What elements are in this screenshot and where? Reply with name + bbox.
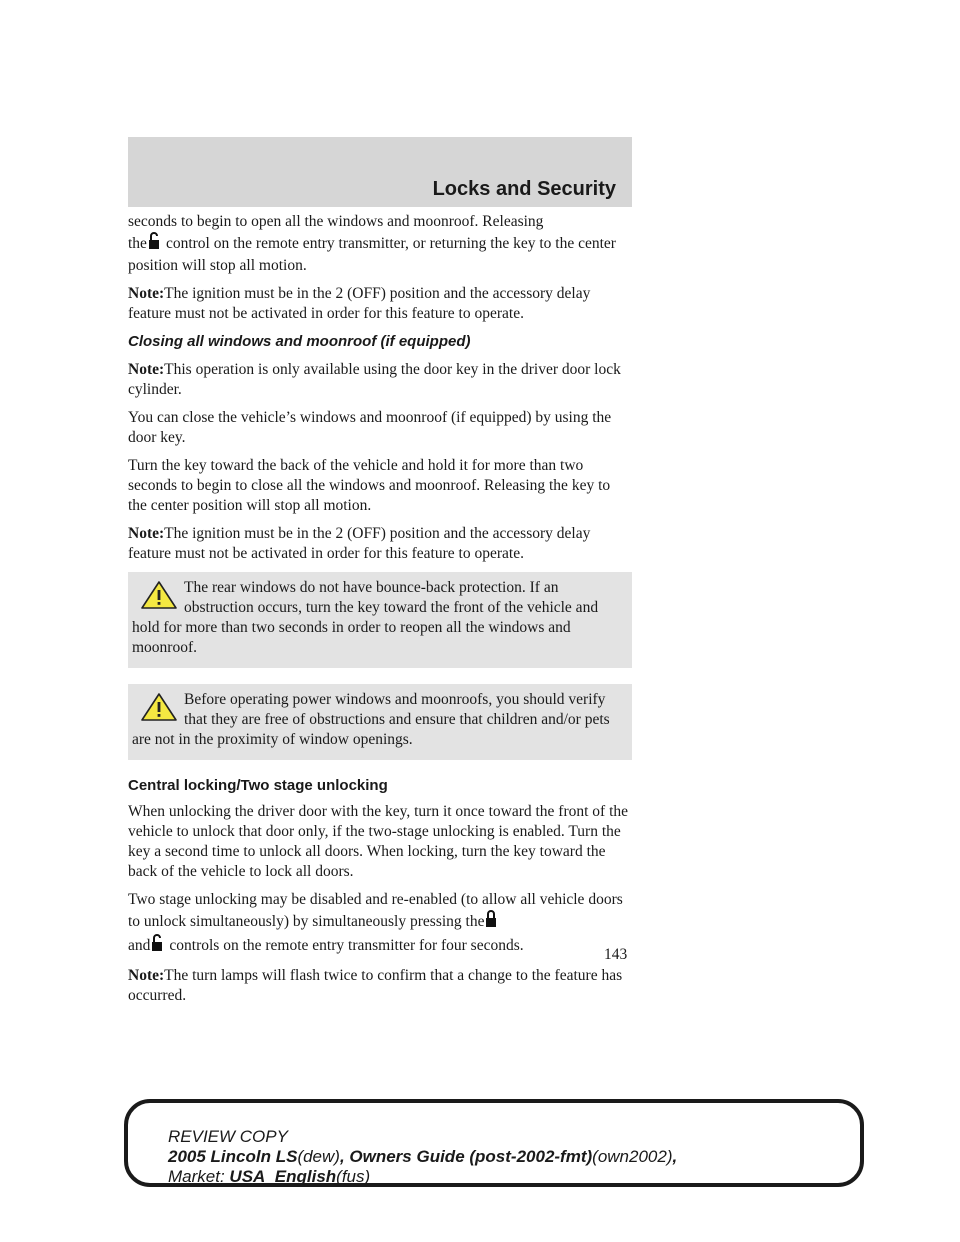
heading-central-locking: Central locking/Two stage unlocking bbox=[128, 777, 388, 794]
unlock-icon bbox=[151, 934, 163, 958]
review-copy-footer bbox=[124, 1099, 864, 1187]
paragraph-1: seconds to begin to open all the windows and moonroof. Releasing the control on the remote entry transmitter, or returning the key to the center position will stop all motion. bbox=[128, 213, 616, 274]
warning-text-1: The rear windows do not have bounce-back protection. If an obstruction occurs, turn the key toward the front of the vehicle and hold for more than two seconds in order to reopen all the windows and moonroof. bbox=[132, 579, 599, 656]
paragraph-4: When unlocking the driver door with the key, turn it once toward the front of the vehicle to unlock that door only, if the two-stage unlocking is enabled. Turn the key a second time to unlock all doors. When locking, turn the key toward the back of the vehicle to lock all doors. bbox=[128, 803, 629, 880]
lock-icon bbox=[485, 910, 497, 934]
heading-closing-windows: Closing all windows and moonroof (if equipped) bbox=[128, 333, 471, 350]
warning-triangle-icon bbox=[140, 692, 178, 722]
footer-vehicle-line: 2005 Lincoln LS(dew), Owners Guide (post-2002-fmt)(own2002), bbox=[168, 1147, 678, 1166]
note-2: Note:This operation is only available using the door key in the driver door lock cylinder. bbox=[128, 361, 621, 398]
paragraph-5: Two stage unlocking may be disabled and re-enabled (to allow all vehicle doors to unlock simultaneously) by simultaneously pressing the and controls on the remote entry transmitter for four seconds. bbox=[128, 890, 632, 958]
unlock-icon bbox=[148, 232, 160, 256]
section-header-bar bbox=[128, 137, 632, 207]
note-4: Note:The turn lamps will flash twice to confirm that a change to the feature has occurred. bbox=[128, 967, 623, 1004]
warning-text-2: Before operating power windows and moonroofs, you should verify that they are free of obstructions and ensure that children and/or pets are not in the proximity of window openings. bbox=[132, 691, 610, 748]
footer-market-line: Market: USA_English(fus) bbox=[168, 1167, 371, 1186]
page-content bbox=[128, 212, 632, 1014]
page-number: 143 bbox=[604, 946, 628, 963]
paragraph-2: You can close the vehicle’s windows and moonroof (if equipped) by using the door key. bbox=[128, 409, 612, 446]
warning-triangle-icon bbox=[140, 580, 178, 610]
paragraph-3: Turn the key toward the back of the vehicle and hold it for more than two seconds to begin to close all the windows and moonroof. Releasing the key to the center position will stop all motion. bbox=[128, 457, 611, 514]
section-title: Locks and Security bbox=[432, 178, 616, 200]
warning-box-1 bbox=[128, 572, 632, 668]
warning-box-2 bbox=[128, 684, 632, 760]
review-copy-label: REVIEW COPY bbox=[168, 1127, 288, 1146]
note-3: Note:The ignition must be in the 2 (OFF) position and the accessory delay feature must not be activated in order for this feature to operate. bbox=[128, 525, 591, 562]
note-1: Note:The ignition must be in the 2 (OFF) position and the accessory delay feature must not be activated in order for this feature to operate. bbox=[128, 285, 591, 322]
